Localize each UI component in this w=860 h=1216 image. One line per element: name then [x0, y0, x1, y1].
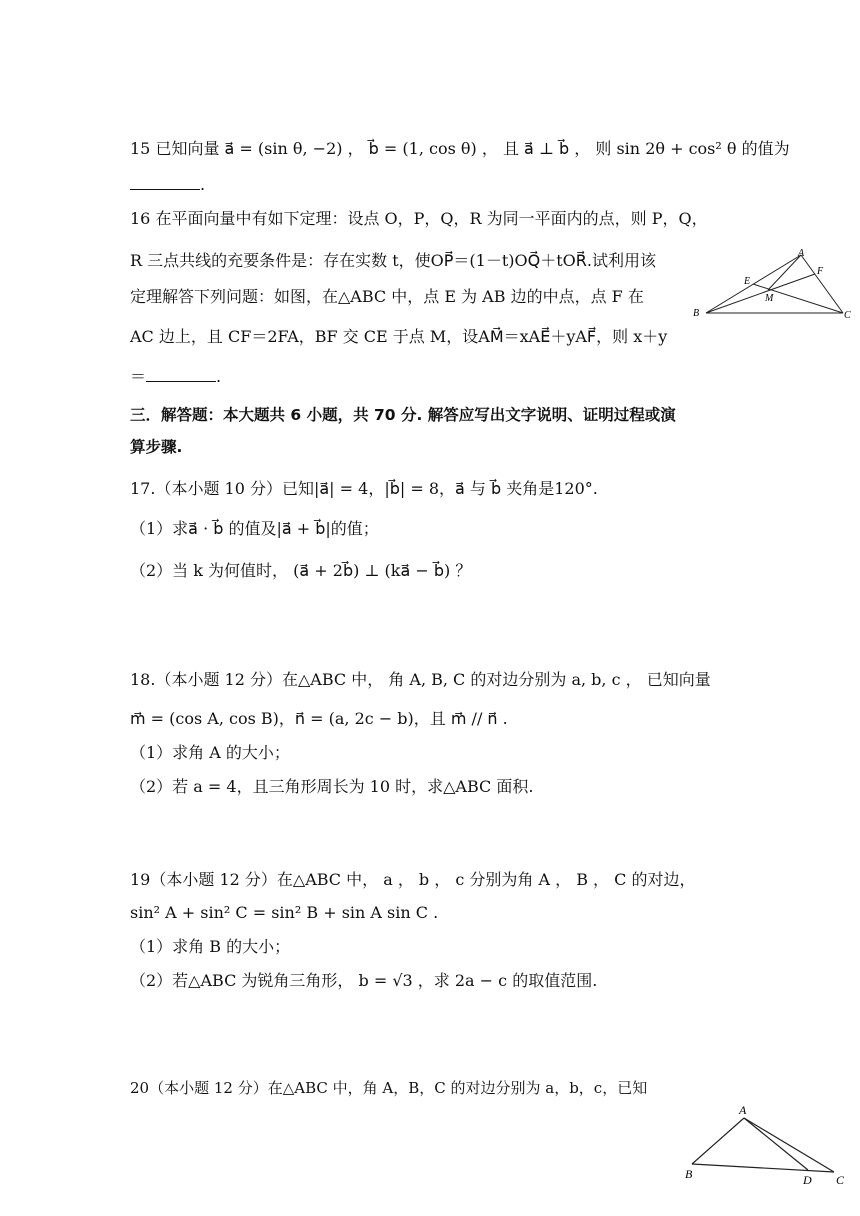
q16-line-1: 16 在平面向量中有如下定理：设点 O，P，Q，R 为同一平面内的点，则 P，Q， — [130, 209, 708, 228]
section3-heading-line-1: 三．解答题：本大题共 6 小题，共 70 分. 解答应写出文字说明、证明过程或演 — [130, 406, 676, 424]
fig20-label-d: D — [803, 1173, 812, 1187]
q16-line-5: ＝ . — [130, 367, 222, 386]
fig16-label-a: A — [798, 248, 805, 259]
q17-title: 17.（本小题 10 分）已知|a⃗| = 4，|b⃗| = 8，a⃗ 与 b⃗ 夹角是120°. — [130, 479, 598, 498]
fig16-label-f: F — [817, 266, 824, 277]
fig16-label-c: C — [844, 310, 851, 321]
q20-triangle-figure — [680, 1100, 850, 1190]
q16-answer-blank[interactable] — [146, 367, 216, 382]
q15-answer-blank[interactable] — [130, 175, 200, 190]
fig20-label-b: B — [685, 1167, 693, 1181]
fig16-label-m: M — [765, 293, 774, 304]
fig20-label-c: C — [836, 1173, 845, 1187]
q16-triangle-figure — [690, 246, 850, 326]
q16-line-3: 定理解答下列问题：如图，在△ABC 中，点 E 为 AB 边的中点，点 F 在 — [130, 287, 644, 306]
q18-part-1: （1）求角 A 的大小； — [130, 743, 290, 762]
q18-part-2: （2）若 a = 4，且三角形周长为 10 时，求△ABC 面积. — [130, 777, 534, 796]
q16-line-4: AC 边上，且 CF＝2FA，BF 交 CE 于点 M，设AM⃗＝xAE⃗＋yAF⃗，则 x＋y — [130, 327, 668, 346]
section3-heading-line-2: 算步骤. — [130, 438, 183, 456]
q18-title: 18.（本小题 12 分）在△ABC 中， 角 A, B, C 的对边分别为 a, b, c ， 已知向量 — [130, 670, 711, 689]
fig20-label-a: A — [739, 1103, 747, 1117]
q15-line-2: . — [130, 174, 205, 196]
q16-line-2: R 三点共线的充要条件是：存在实数 t，使OP⃗＝(1－t)OQ⃗＋tOR⃗.试利用该 — [130, 251, 656, 270]
fig16-label-b: B — [693, 308, 700, 319]
q17-part-1: （1）求a⃗ · b⃗ 的值及|a⃗ + b⃗|的值； — [130, 519, 379, 538]
fig16-label-e: E — [744, 276, 751, 287]
q18-line-2: m⃗ = (cos A, cos B)，n⃗ = (a, 2c − b)，且 m⃗ // n⃗ . — [130, 709, 508, 728]
q19-part-1: （1）求角 B 的大小； — [130, 937, 291, 956]
q19-part-2: （2）若△ABC 为锐角三角形， b = √3 ，求 2a − c 的取值范围. — [130, 971, 598, 990]
q20-title: 20（本小题 12 分）在△ABC 中，角 A，B，C 的对边分别为 a，b，c，已知 — [130, 1079, 648, 1097]
q15-line-1: 15 已知向量 a⃗ = (sin θ, −2) ， b⃗ = (1, cos θ) ， 且 a⃗ ⊥ b⃗ ， 则 sin 2θ + cos² θ 的值为 — [130, 139, 790, 158]
q17-part-2: （2）当 k 为何值时， (a⃗ + 2b⃗) ⊥ (ka⃗ − b⃗) ？ — [130, 561, 472, 580]
q19-line-2: sin² A + sin² C = sin² B + sin A sin C . — [130, 903, 439, 922]
q19-title: 19（本小题 12 分）在△ABC 中， a ， b ， c 分别为角 A ， B ， C 的对边， — [130, 870, 696, 889]
